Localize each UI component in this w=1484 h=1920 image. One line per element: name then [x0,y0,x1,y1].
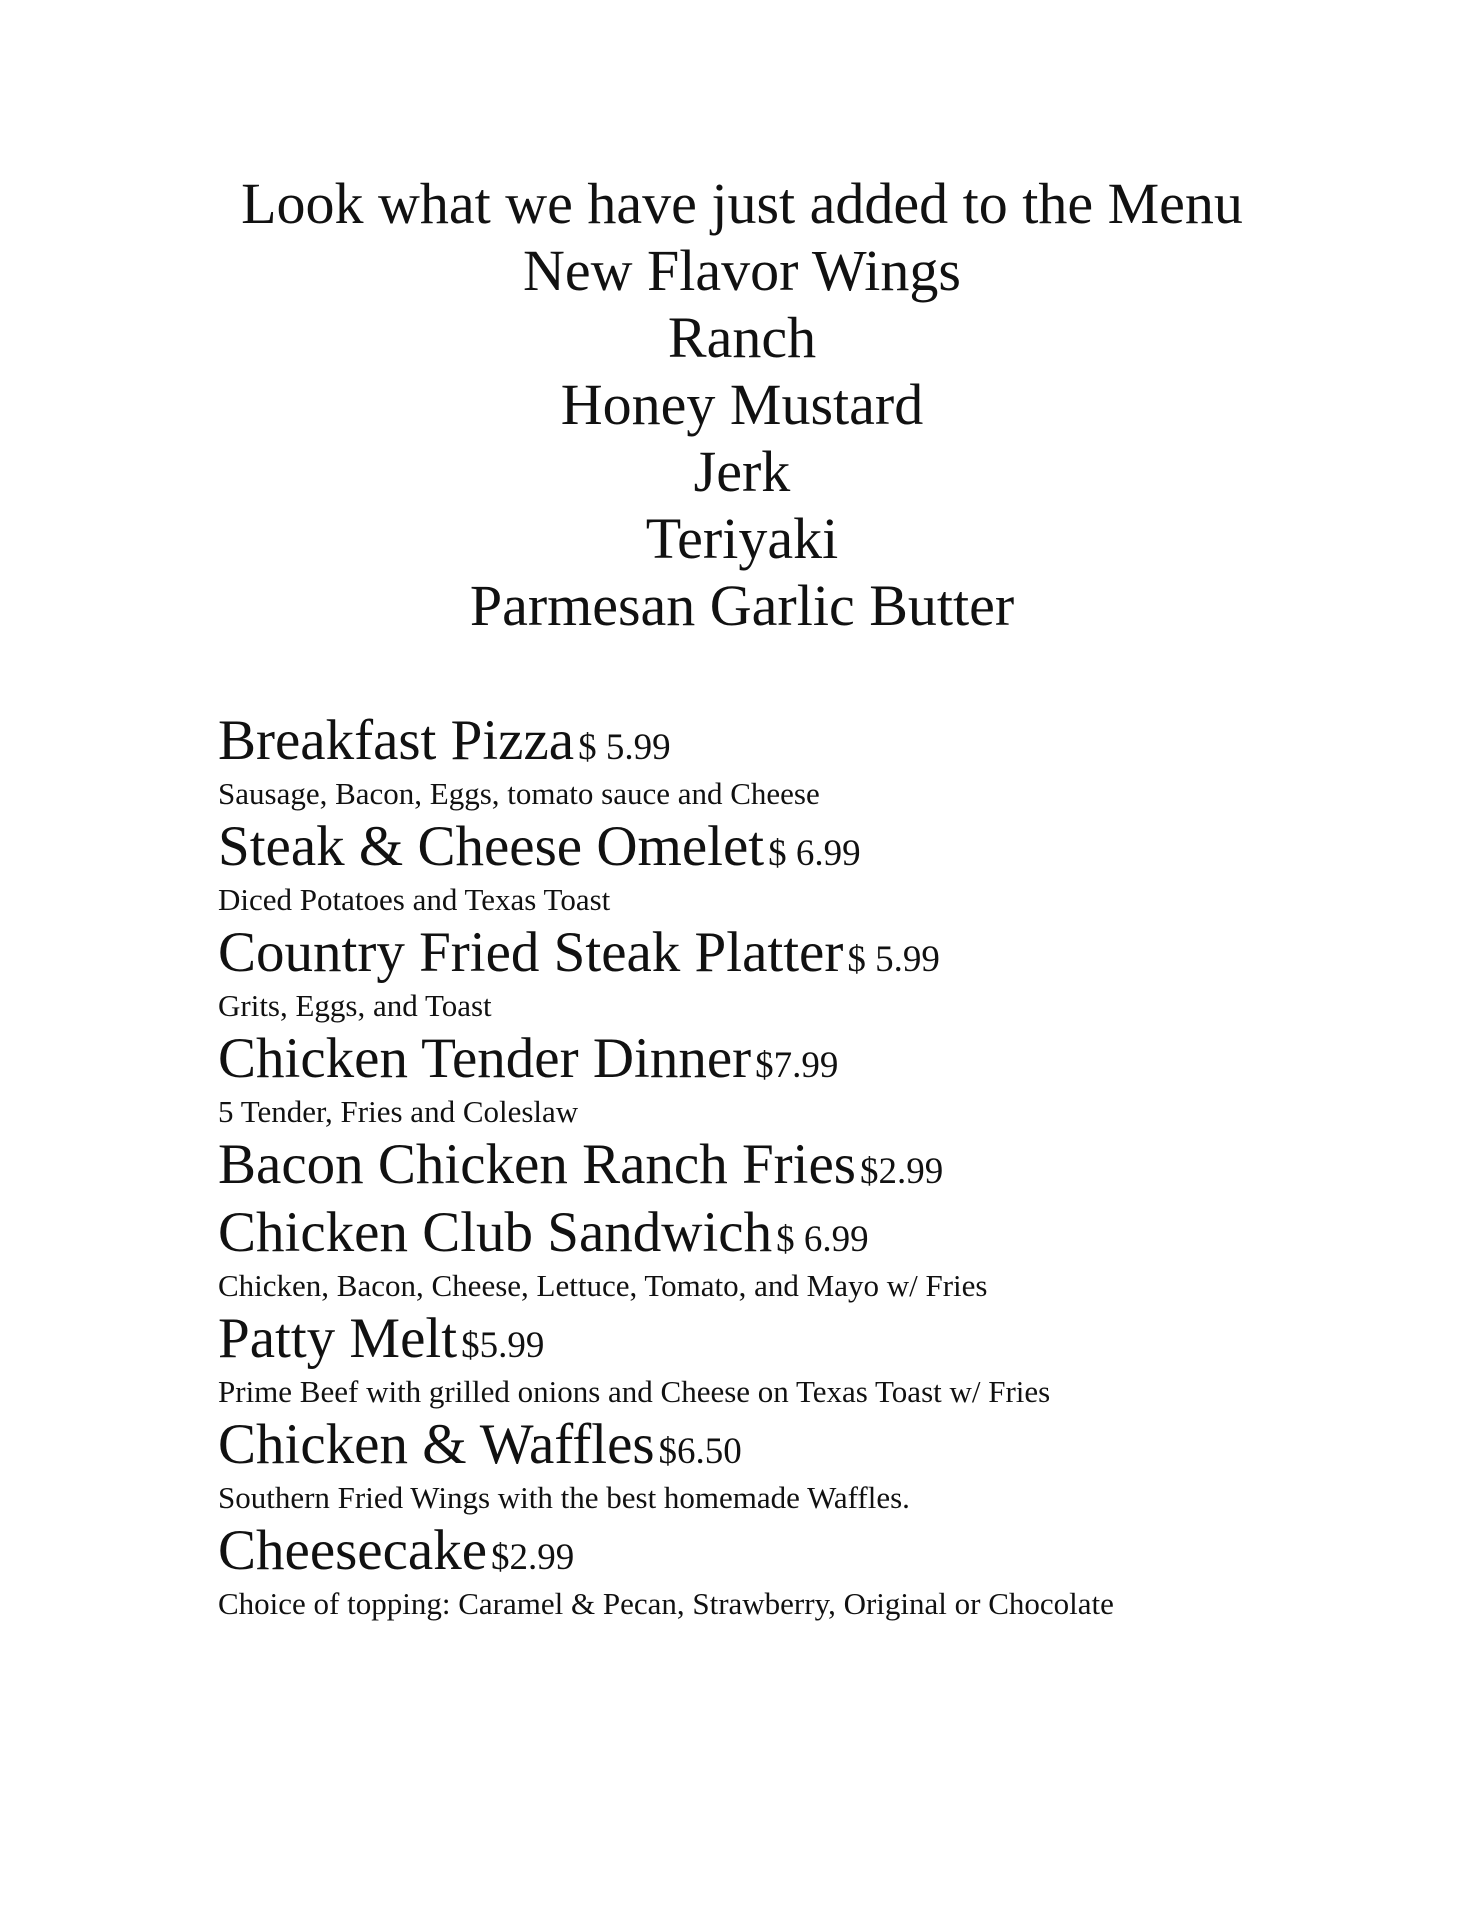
menu-item-price: $5.99 [461,1325,545,1366]
menu-item-name: Breakfast Pizza [218,709,575,772]
menu-item-description: 5 Tender, Fries and Coleslaw [218,1094,579,1129]
menu-item-steak-cheese-omelet [218,813,1368,919]
menu-item-price: $ 6.99 [768,833,861,874]
menu-item-price: $ 5.99 [578,727,671,768]
menu-item-chicken-club-sandwich [218,1199,1368,1305]
menu-item-name: Patty Melt [218,1307,458,1370]
menu-item-patty-melt [218,1305,1368,1411]
menu-item-chicken-waffles [218,1411,1368,1517]
menu-item-bacon-chicken-ranch-fries [218,1131,1368,1199]
menu-item-cheesecake [218,1517,1368,1623]
new-items-announcement [0,170,1484,639]
menu-item-description: Choice of topping: Caramel & Pecan, Strawberry, Original or Chocolate [218,1586,1114,1621]
menu-item-description: Prime Beef with grilled onions and Cheese on Texas Toast w/ Fries [218,1374,1051,1409]
wing-flavor-jerk: Jerk [693,439,791,504]
menu-item-price: $ 6.99 [776,1219,869,1260]
menu-item-description: Sausage, Bacon, Eggs, tomato sauce and Cheese [218,776,820,811]
menu-item-name: Chicken Tender Dinner [218,1027,752,1090]
announcement-subtitle: New Flavor Wings [522,238,961,303]
menu-item-price: $6.50 [658,1431,742,1472]
announcement-title: Look what we have just added to the Menu [241,171,1243,236]
menu-item-price: $ 5.99 [847,939,940,980]
menu-item-name: Cheesecake [218,1519,487,1582]
menu-item-description: Southern Fried Wings with the best homemade Waffles. [218,1480,910,1515]
menu-item-name: Bacon Chicken Ranch Fries [218,1133,856,1196]
menu-item-description: Diced Potatoes and Texas Toast [218,882,611,917]
menu-item-description: Chicken, Bacon, Cheese, Lettuce, Tomato, and Mayo w/ Fries [218,1268,988,1303]
wing-flavor-honey-mustard: Honey Mustard [560,372,924,437]
menu-item-name: Country Fried Steak Platter [218,921,844,984]
menu-item-country-fried-steak-platter [218,919,1368,1025]
wing-flavor-parmesan-garlic-butter: Parmesan Garlic Butter [469,573,1015,638]
menu-item-name: Chicken & Waffles [218,1413,655,1476]
menu-item-name: Chicken Club Sandwich [218,1201,773,1264]
menu-item-breakfast-pizza [218,707,1368,813]
menu-item-price: $7.99 [755,1045,839,1086]
menu-item-price: $2.99 [491,1537,575,1578]
wing-flavor-teriyaki: Teriyaki [645,506,839,571]
wing-flavor-ranch: Ranch [667,305,817,370]
menu-list [218,707,1368,1623]
menu-item-chicken-tender-dinner [218,1025,1368,1131]
menu-item-name: Steak & Cheese Omelet [218,815,765,878]
menu-item-price: $2.99 [859,1151,944,1192]
menu-item-description: Grits, Eggs, and Toast [218,988,492,1023]
